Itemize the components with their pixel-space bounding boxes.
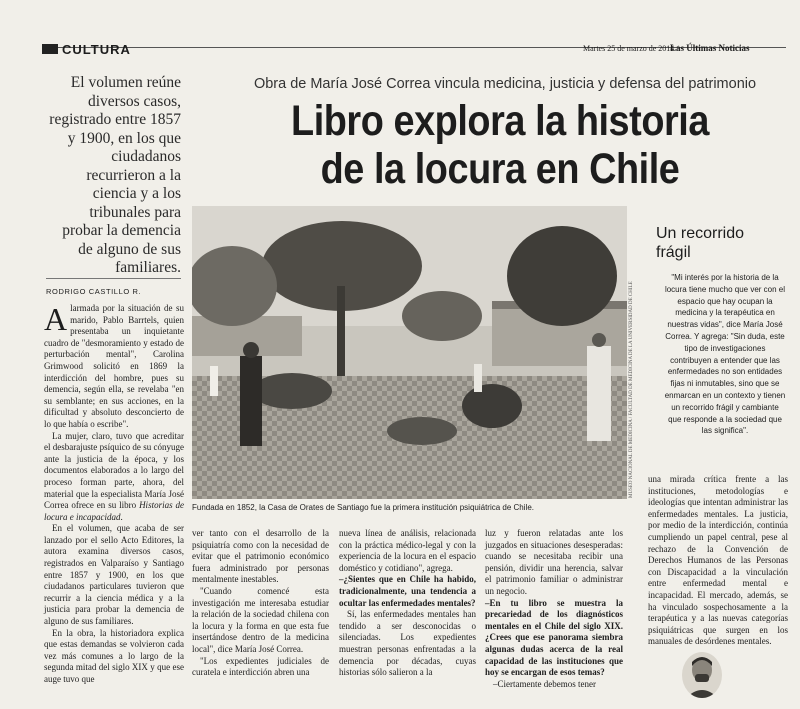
paragraph: Sí, las enfermedades mentales han tendido a ser desconocidas o silenciadas. Los expedientes muestran personas enfrentadas a la demencia por décadas, cuyas historias sólo salieron a la	[339, 609, 476, 678]
body-column-2	[192, 528, 329, 679]
sidebar-title-line-1: Un recorrido	[656, 225, 745, 242]
book-title: Historias de locura e incapacidad	[44, 500, 184, 522]
sidebar-title-line-2: frágil	[656, 244, 691, 261]
publication-name: Las Últimas Noticias	[670, 43, 750, 53]
casa-de-orates-photo	[192, 206, 627, 499]
paragraph-text: .	[120, 511, 123, 522]
paragraph-text: larmada por la situación de su marido, Pablo Barrtels, quien presentaba un inquietante cuadro de "desmoramiento y estado de perturbación mental", Carolina Grimwood solicitó en 1869 la interdicción del hombre, pues su demencia, según ella, se revelaba "en su semblante; en sus acciones, en la dificultad y absoluto desconcierto de lo que había o escribe".	[44, 303, 184, 429]
pull-quote: El volumen reúne diversos casos, registrado entre 1857 y 1900, en los que ciudadanos recurrieron a la ciencia y a los tribunales para probar la demencia de alguno de sus familiares.	[49, 74, 181, 276]
paragraph: luz y fueron relatadas ante los juzgados en situaciones desesperadas: cuando se necesitaba recibir una pensión, dividir una herencia, salvar el patrimonio familiar o administrar un negocio.	[485, 528, 623, 596]
header-date: Martes 25 de marzo de 2014 /	[583, 44, 679, 53]
paragraph: nueva línea de análisis, relacionada con la práctica médico-legal y con la experiencia de la locura en el espacio doméstico y cotidiano", agrega.	[339, 528, 476, 573]
section-name: CULTURA	[62, 42, 131, 57]
body-column-1	[44, 303, 184, 686]
headline	[236, 97, 764, 193]
paragraph-text: La mujer, claro, tuvo que acreditar el desbarajuste psíquico de su cónyuge ante la justicia de la época, y los documentos elaborados a lo largo del proceso forman parte, ahora, del material que la especialista María José Correa ofrece en su libro	[44, 430, 184, 511]
paragraph	[44, 303, 184, 431]
section-mark-icon	[42, 44, 58, 54]
paragraph: En la obra, la historiadora explica que estas demandas se volvieron cada vez más comunes a lo largo de la segunda mitad del siglo XIX y que ese auge tuvo que	[44, 627, 184, 684]
sidebar-quote: "Mi interés por la historia de la locura tiene mucho que ver con el espacio que hay ocupan la medicina y la terapéutica en nuestras vidas", dice María José Correa. Y agrega: "Sin duda, este tipo de investigaciones contribuyen a entender que las enfermedades no son entidades fijas ni inmutables, sino que se enmarcan en un contexto y tienen un recorrido frágil y cambiante que responde a la sociedad que las significa".	[664, 273, 786, 436]
headline-line-1: Libro explora la historia	[291, 97, 709, 145]
photo-credit-text: MUSEO NACIONAL DE MEDICINA / FACULTAD DE MEDICINA DE LA UNIVERSIDAD DE CHILE	[629, 281, 634, 498]
photo-caption: Fundada en 1852, la Casa de Orates de Santiago fue la primera institución psiquiátrica de Chile.	[192, 503, 534, 512]
paragraph: una mirada crítica frente a las instituciones, metodologías e ideologías que intentan administrar las enfermedades mentales. La justicia, por medio de la interdicción, continúa cumpliendo un papel central, pese al rechazo de la Convención de Derechos Humanos de las Personas con Discapacidad a la vinculación entre enfermedad mental e incapacidad. El mercado, además, se ha vinculado sospechosamente a la terapéutica y a las nuevas categorías psiquiátricas que surgen en los manuales de desórdenes mentales.	[648, 474, 788, 647]
body-column-5	[648, 474, 788, 648]
byline: RODRIGO CASTILLO R.	[46, 287, 142, 296]
kicker: Obra de María José Correa vincula medicina, justicia y defensa del patrimonio	[253, 76, 757, 92]
paragraph	[44, 431, 184, 524]
pull-quote-divider	[46, 278, 181, 279]
interview-question: –¿Sientes que en Chile ha habido, tradicionalmente, una tendencia a ocultar las enfermedades mentales?	[339, 574, 476, 608]
author-photo	[682, 652, 722, 698]
drop-cap: A	[44, 301, 68, 337]
article-photo	[192, 206, 627, 499]
paragraph: –Ciertamente debemos tener	[493, 678, 596, 689]
headline-line-2: de la locura en Chile	[320, 145, 680, 193]
author-portrait-icon	[682, 652, 722, 698]
interview-question: –En tu libro se muestra la precariedad de los diagnósticos mentales en el Chile del siglo XIX. ¿Crees que ese panorama siembra algunas dudas acerca de la real capacidad de las instituciones que hoy se encargan de esos temas?	[485, 597, 623, 678]
photo-credit	[629, 268, 637, 498]
sidebar-title	[656, 224, 786, 262]
paragraph: En el volumen, que acaba de ser lanzado por el sello Acto Editores, la autora examina diversos casos, registrados en Valparaíso y Santiago entre 1857 y 1900, en los que ciudadanos particulares tuvieron que recurrir a la ciencia médica y a la justicia para probar la demencia de alguno de sus familiares.	[44, 523, 184, 627]
body-column-4	[485, 528, 623, 690]
paragraph: "Cuando comencé esta investigación me interesaba estudiar la relación de la sociedad chilena con la locura y la forma en que esta fue insertándose dentro de la medicina local", dice María José Correa.	[192, 585, 329, 654]
paragraph: ver tanto con el desarrollo de la psiquiatría como con la necesidad de evitar que el patrimonio económico fuera administrado por personas mentalmente inestables.	[192, 528, 329, 585]
body-column-3	[339, 528, 476, 679]
paragraph: "Los expedientes judiciales de curatela e interdicción abren una	[192, 655, 329, 678]
